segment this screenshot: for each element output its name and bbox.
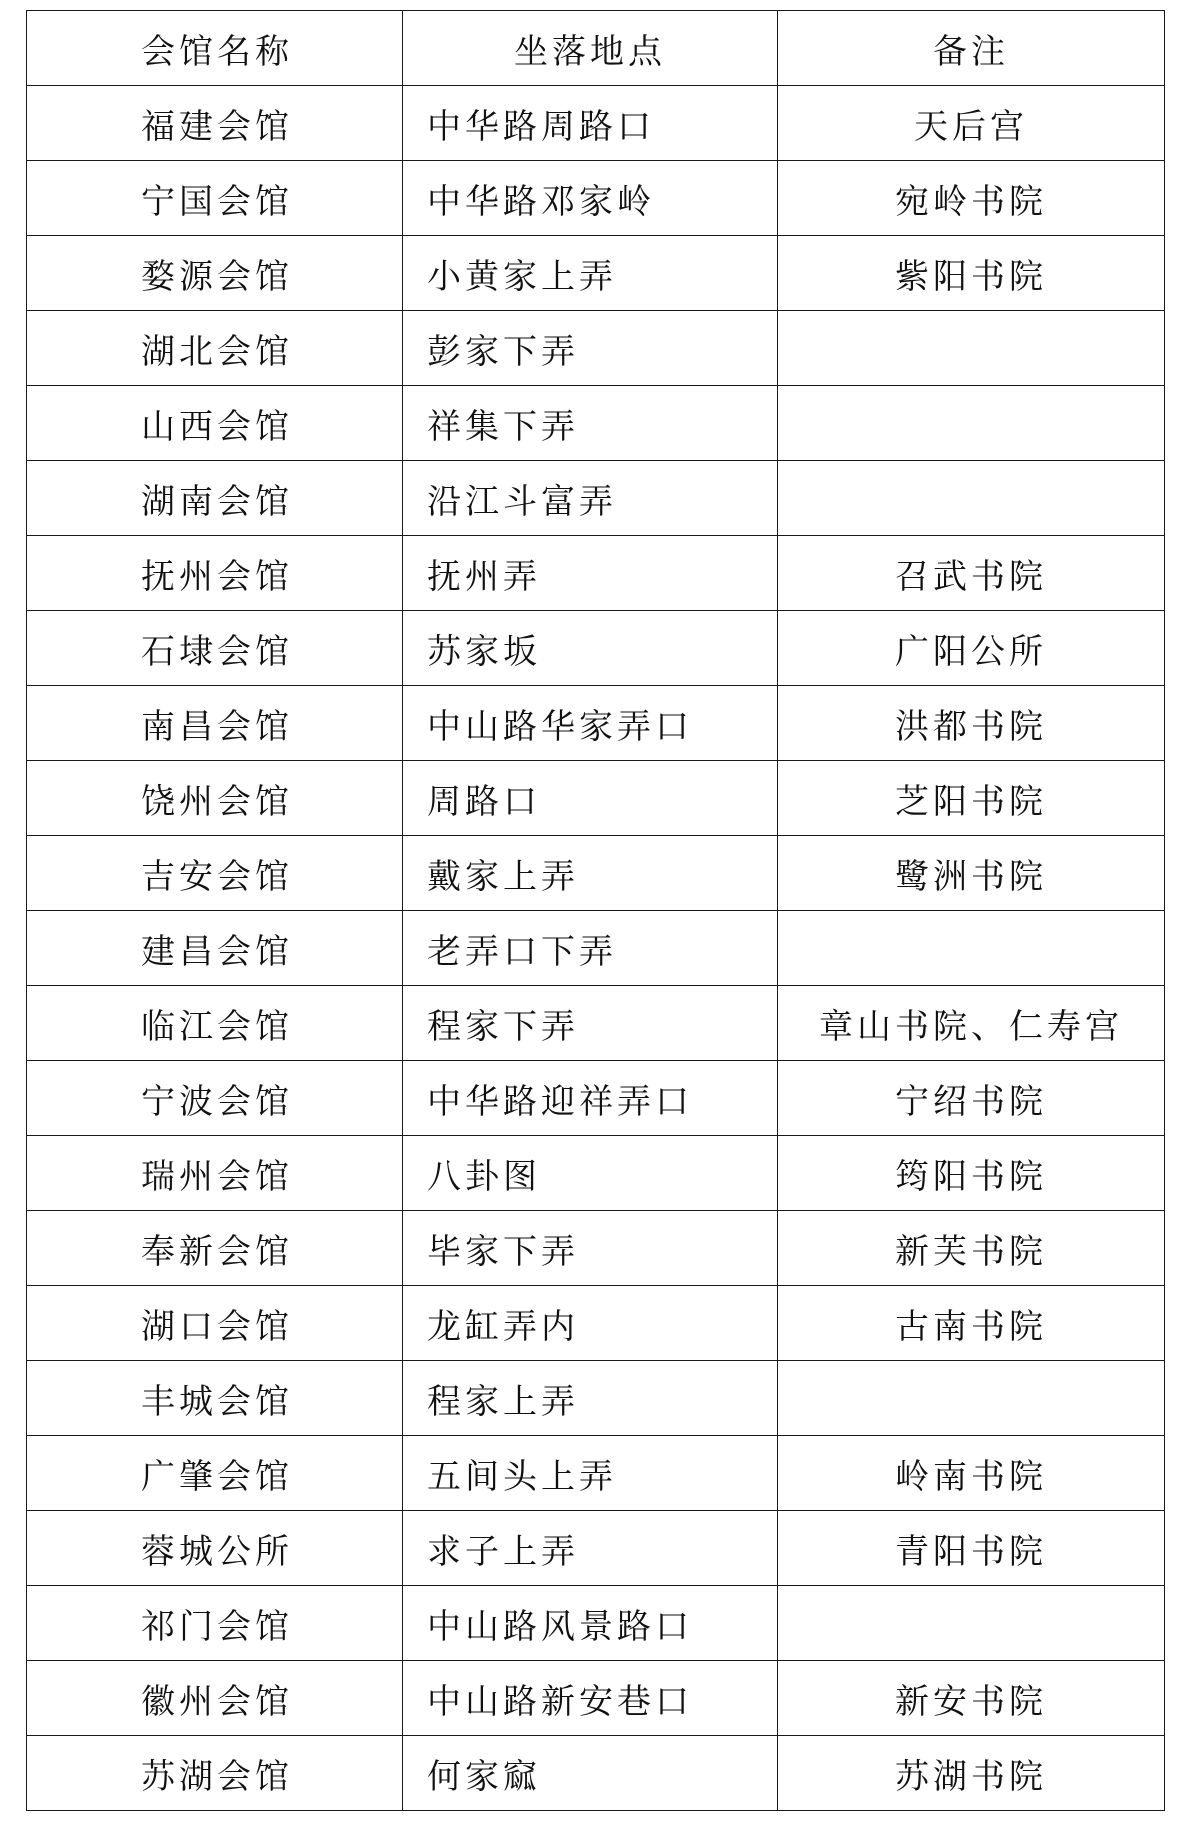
remarks-cell: 宛岭书院 (778, 161, 1165, 236)
location-cell: 求子上弄 (403, 1511, 778, 1586)
table-row (27, 161, 1165, 236)
remarks-cell: 芝阳书院 (778, 761, 1165, 836)
remarks-cell: 鹭洲书院 (778, 836, 1165, 911)
guild-name-cell: 祁门会馆 (27, 1586, 403, 1661)
guild-name-cell: 抚州会馆 (27, 536, 403, 611)
location-cell: 程家上弄 (403, 1361, 778, 1436)
table-row (27, 911, 1165, 986)
guild-name-cell: 奉新会馆 (27, 1211, 403, 1286)
location-cell: 毕家下弄 (403, 1211, 778, 1286)
guild-hall-table (26, 10, 1165, 1811)
table-row (27, 1361, 1165, 1436)
table-row (27, 536, 1165, 611)
location-cell: 中华路周路口 (403, 86, 778, 161)
guild-hall-table-container (26, 10, 1164, 1811)
table-row (27, 86, 1165, 161)
remarks-cell: 召武书院 (778, 536, 1165, 611)
guild-name-cell: 湖北会馆 (27, 311, 403, 386)
table-row (27, 1211, 1165, 1286)
table-row (27, 311, 1165, 386)
table-row (27, 1586, 1165, 1661)
guild-name-cell: 苏湖会馆 (27, 1736, 403, 1811)
remarks-cell: 青阳书院 (778, 1511, 1165, 1586)
table-row (27, 1061, 1165, 1136)
table-row (27, 1661, 1165, 1736)
location-cell: 沿江斗富弄 (403, 461, 778, 536)
table-row (27, 986, 1165, 1061)
location-cell: 龙缸弄内 (403, 1286, 778, 1361)
table-row (27, 1736, 1165, 1811)
remarks-cell (778, 1586, 1165, 1661)
table-row (27, 236, 1165, 311)
guild-name-cell: 湖南会馆 (27, 461, 403, 536)
remarks-cell: 新安书院 (778, 1661, 1165, 1736)
remarks-cell (778, 911, 1165, 986)
location-cell: 中山路华家弄口 (403, 686, 778, 761)
table-body (27, 86, 1165, 1811)
guild-name-cell: 婺源会馆 (27, 236, 403, 311)
table-row (27, 611, 1165, 686)
table-row (27, 761, 1165, 836)
guild-name-cell: 南昌会馆 (27, 686, 403, 761)
location-cell: 老弄口下弄 (403, 911, 778, 986)
remarks-cell (778, 311, 1165, 386)
table-row (27, 1436, 1165, 1511)
location-cell: 中山路新安巷口 (403, 1661, 778, 1736)
remarks-cell: 紫阳书院 (778, 236, 1165, 311)
location-cell: 八卦图 (403, 1136, 778, 1211)
remarks-cell (778, 461, 1165, 536)
table-row (27, 1511, 1165, 1586)
location-cell: 抚州弄 (403, 536, 778, 611)
remarks-cell: 古南书院 (778, 1286, 1165, 1361)
location-cell: 程家下弄 (403, 986, 778, 1061)
guild-name-cell: 建昌会馆 (27, 911, 403, 986)
guild-name-cell: 丰城会馆 (27, 1361, 403, 1436)
location-cell: 祥集下弄 (403, 386, 778, 461)
table-row (27, 461, 1165, 536)
remarks-cell (778, 1361, 1165, 1436)
table-row (27, 1136, 1165, 1211)
location-cell: 中华路迎祥弄口 (403, 1061, 778, 1136)
guild-name-cell: 宁波会馆 (27, 1061, 403, 1136)
guild-name-cell: 石埭会馆 (27, 611, 403, 686)
guild-name-cell: 宁国会馆 (27, 161, 403, 236)
guild-name-cell: 蓉城公所 (27, 1511, 403, 1586)
location-cell: 小黄家上弄 (403, 236, 778, 311)
header-remarks: 备注 (778, 11, 1165, 86)
location-cell: 何家窳 (403, 1736, 778, 1811)
location-cell: 苏家坂 (403, 611, 778, 686)
remarks-cell: 苏湖书院 (778, 1736, 1165, 1811)
location-cell: 彭家下弄 (403, 311, 778, 386)
guild-name-cell: 山西会馆 (27, 386, 403, 461)
guild-name-cell: 湖口会馆 (27, 1286, 403, 1361)
guild-name-cell: 福建会馆 (27, 86, 403, 161)
guild-name-cell: 临江会馆 (27, 986, 403, 1061)
remarks-cell: 岭南书院 (778, 1436, 1165, 1511)
remarks-cell: 筠阳书院 (778, 1136, 1165, 1211)
remarks-cell: 宁绍书院 (778, 1061, 1165, 1136)
header-location: 坐落地点 (403, 11, 778, 86)
remarks-cell: 章山书院、仁寿宫 (778, 986, 1165, 1061)
remarks-cell (778, 386, 1165, 461)
header-guild-name: 会馆名称 (27, 11, 403, 86)
table-row (27, 386, 1165, 461)
guild-name-cell: 吉安会馆 (27, 836, 403, 911)
location-cell: 五间头上弄 (403, 1436, 778, 1511)
remarks-cell: 新芙书院 (778, 1211, 1165, 1286)
guild-name-cell: 徽州会馆 (27, 1661, 403, 1736)
guild-name-cell: 饶州会馆 (27, 761, 403, 836)
table-header-row (27, 11, 1165, 86)
location-cell: 周路口 (403, 761, 778, 836)
location-cell: 戴家上弄 (403, 836, 778, 911)
remarks-cell: 天后宫 (778, 86, 1165, 161)
guild-name-cell: 广肇会馆 (27, 1436, 403, 1511)
guild-name-cell: 瑞州会馆 (27, 1136, 403, 1211)
table-row (27, 686, 1165, 761)
table-row (27, 1286, 1165, 1361)
location-cell: 中华路邓家岭 (403, 161, 778, 236)
table-row (27, 836, 1165, 911)
remarks-cell: 洪都书院 (778, 686, 1165, 761)
location-cell: 中山路风景路口 (403, 1586, 778, 1661)
remarks-cell: 广阳公所 (778, 611, 1165, 686)
